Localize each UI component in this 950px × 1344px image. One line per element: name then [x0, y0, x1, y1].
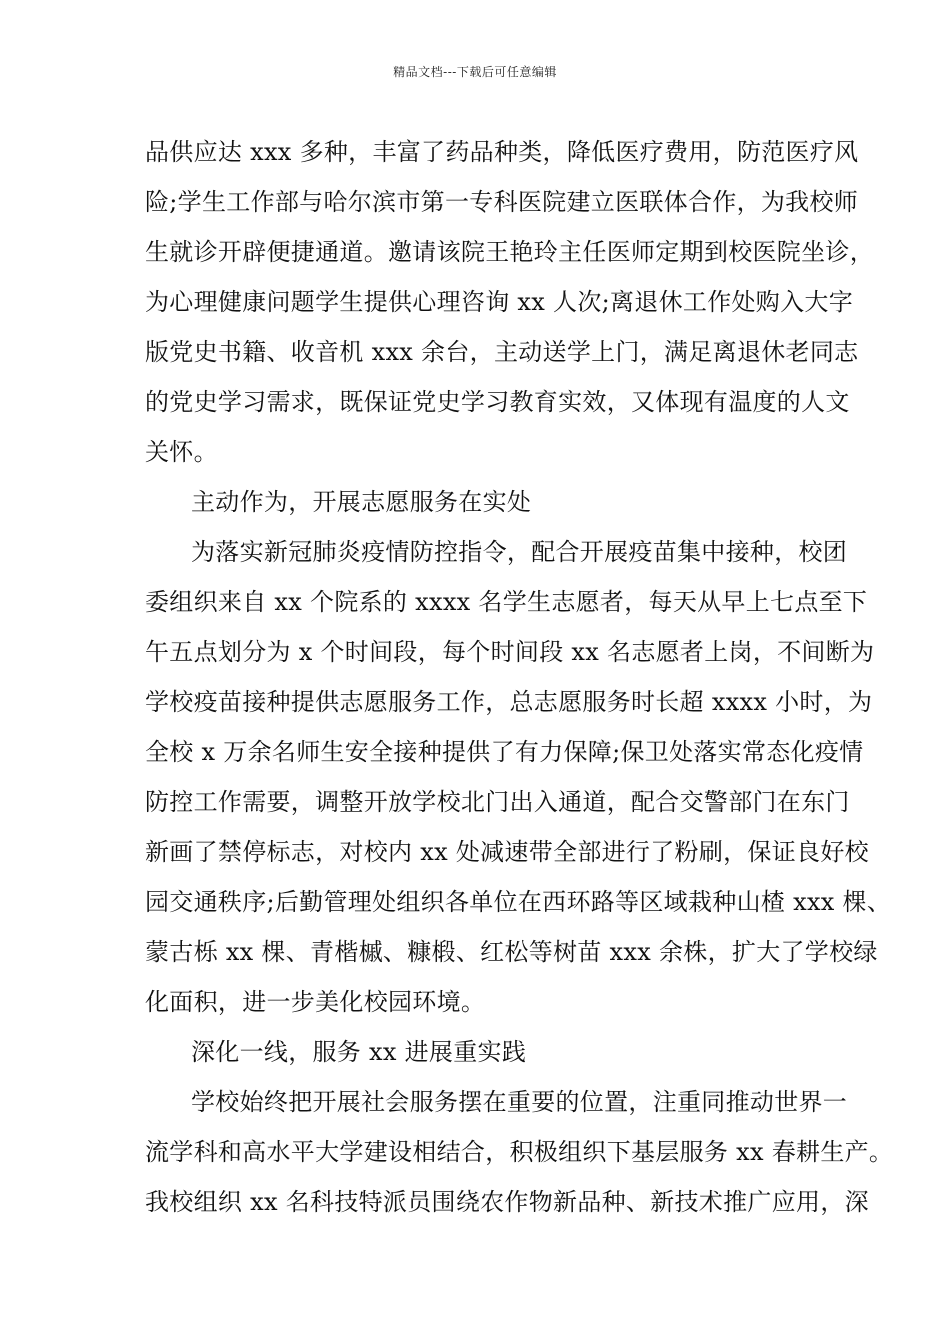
text-line: 关怀。 — [145, 438, 218, 466]
section-heading: 主动作为，开展志愿服务在实处 — [191, 488, 532, 516]
text-line: 流学科和高水平大学建设相结合，积极组织下基层服务 xx 春耕生产。 — [145, 1138, 894, 1166]
text-line: 生就诊开辟便捷通道。邀请该院王艳玲主任医师定期到校医院坐诊， — [145, 238, 874, 266]
text-line: 防控工作需要，调整开放学校北门出入通道，配合交警部门在东门 — [145, 788, 850, 816]
section-heading: 深化一线，服务 xx 进展重实践 — [191, 1038, 527, 1066]
text-line: 的党史学习需求，既保证党史学习教育实效，又体现有温度的人文 — [145, 388, 850, 416]
text-line: 我校组织 xx 名科技特派员围绕农作物新品种、新技术推广应用，深 — [145, 1188, 869, 1216]
text-line: 全校 x 万余名师生安全接种提供了有力保障;保卫处落实常态化疫情 — [145, 738, 864, 766]
text-line: 化面积，进一步美化校园环境。 — [145, 988, 486, 1016]
text-line: 园交通秩序;后勤管理处组织各单位在西环路等区域栽种山楂 xxx 棵、 — [145, 888, 892, 916]
text-line: 版党史书籍、收音机 xxx 余台，主动送学上门，满足离退休老同志 — [145, 338, 859, 366]
page-header: 精品文档---下载后可任意编辑 — [393, 65, 557, 79]
text-line: 品供应达 xxx 多种，丰富了药品种类，降低医疗费用，防范医疗风 — [145, 138, 859, 166]
text-line: 蒙古栎 xx 棵、青楷槭、糠椴、红松等树苗 xxx 余株，扩大了学校绿 — [145, 938, 878, 966]
text-line: 为落实新冠肺炎疫情防控指令，配合开展疫苗集中接种，校团 — [191, 538, 848, 566]
text-line: 为心理健康问题学生提供心理咨询 xx 人次;离退休工作处购入大字 — [145, 288, 854, 316]
text-line: 委组织来自 xx 个院系的 xxxx 名学生志愿者，每天从早上七点至下 — [145, 588, 868, 616]
text-line: 学校始终把开展社会服务摆在重要的位置，注重同推动世界一 — [191, 1088, 848, 1116]
text-line: 新画了禁停标志，对校内 xx 处减速带全部进行了粉刷，保证良好校 — [145, 838, 869, 866]
text-line: 午五点划分为 x 个时间段，每个时间段 xx 名志愿者上岗，不间断为 — [145, 638, 875, 666]
text-line: 险;学生工作部与哈尔滨市第一专科医院建立医联体合作，为我校师 — [145, 188, 859, 216]
text-line: 学校疫苗接种提供志愿服务工作，总志愿服务时长超 xxxx 小时，为 — [145, 688, 873, 716]
